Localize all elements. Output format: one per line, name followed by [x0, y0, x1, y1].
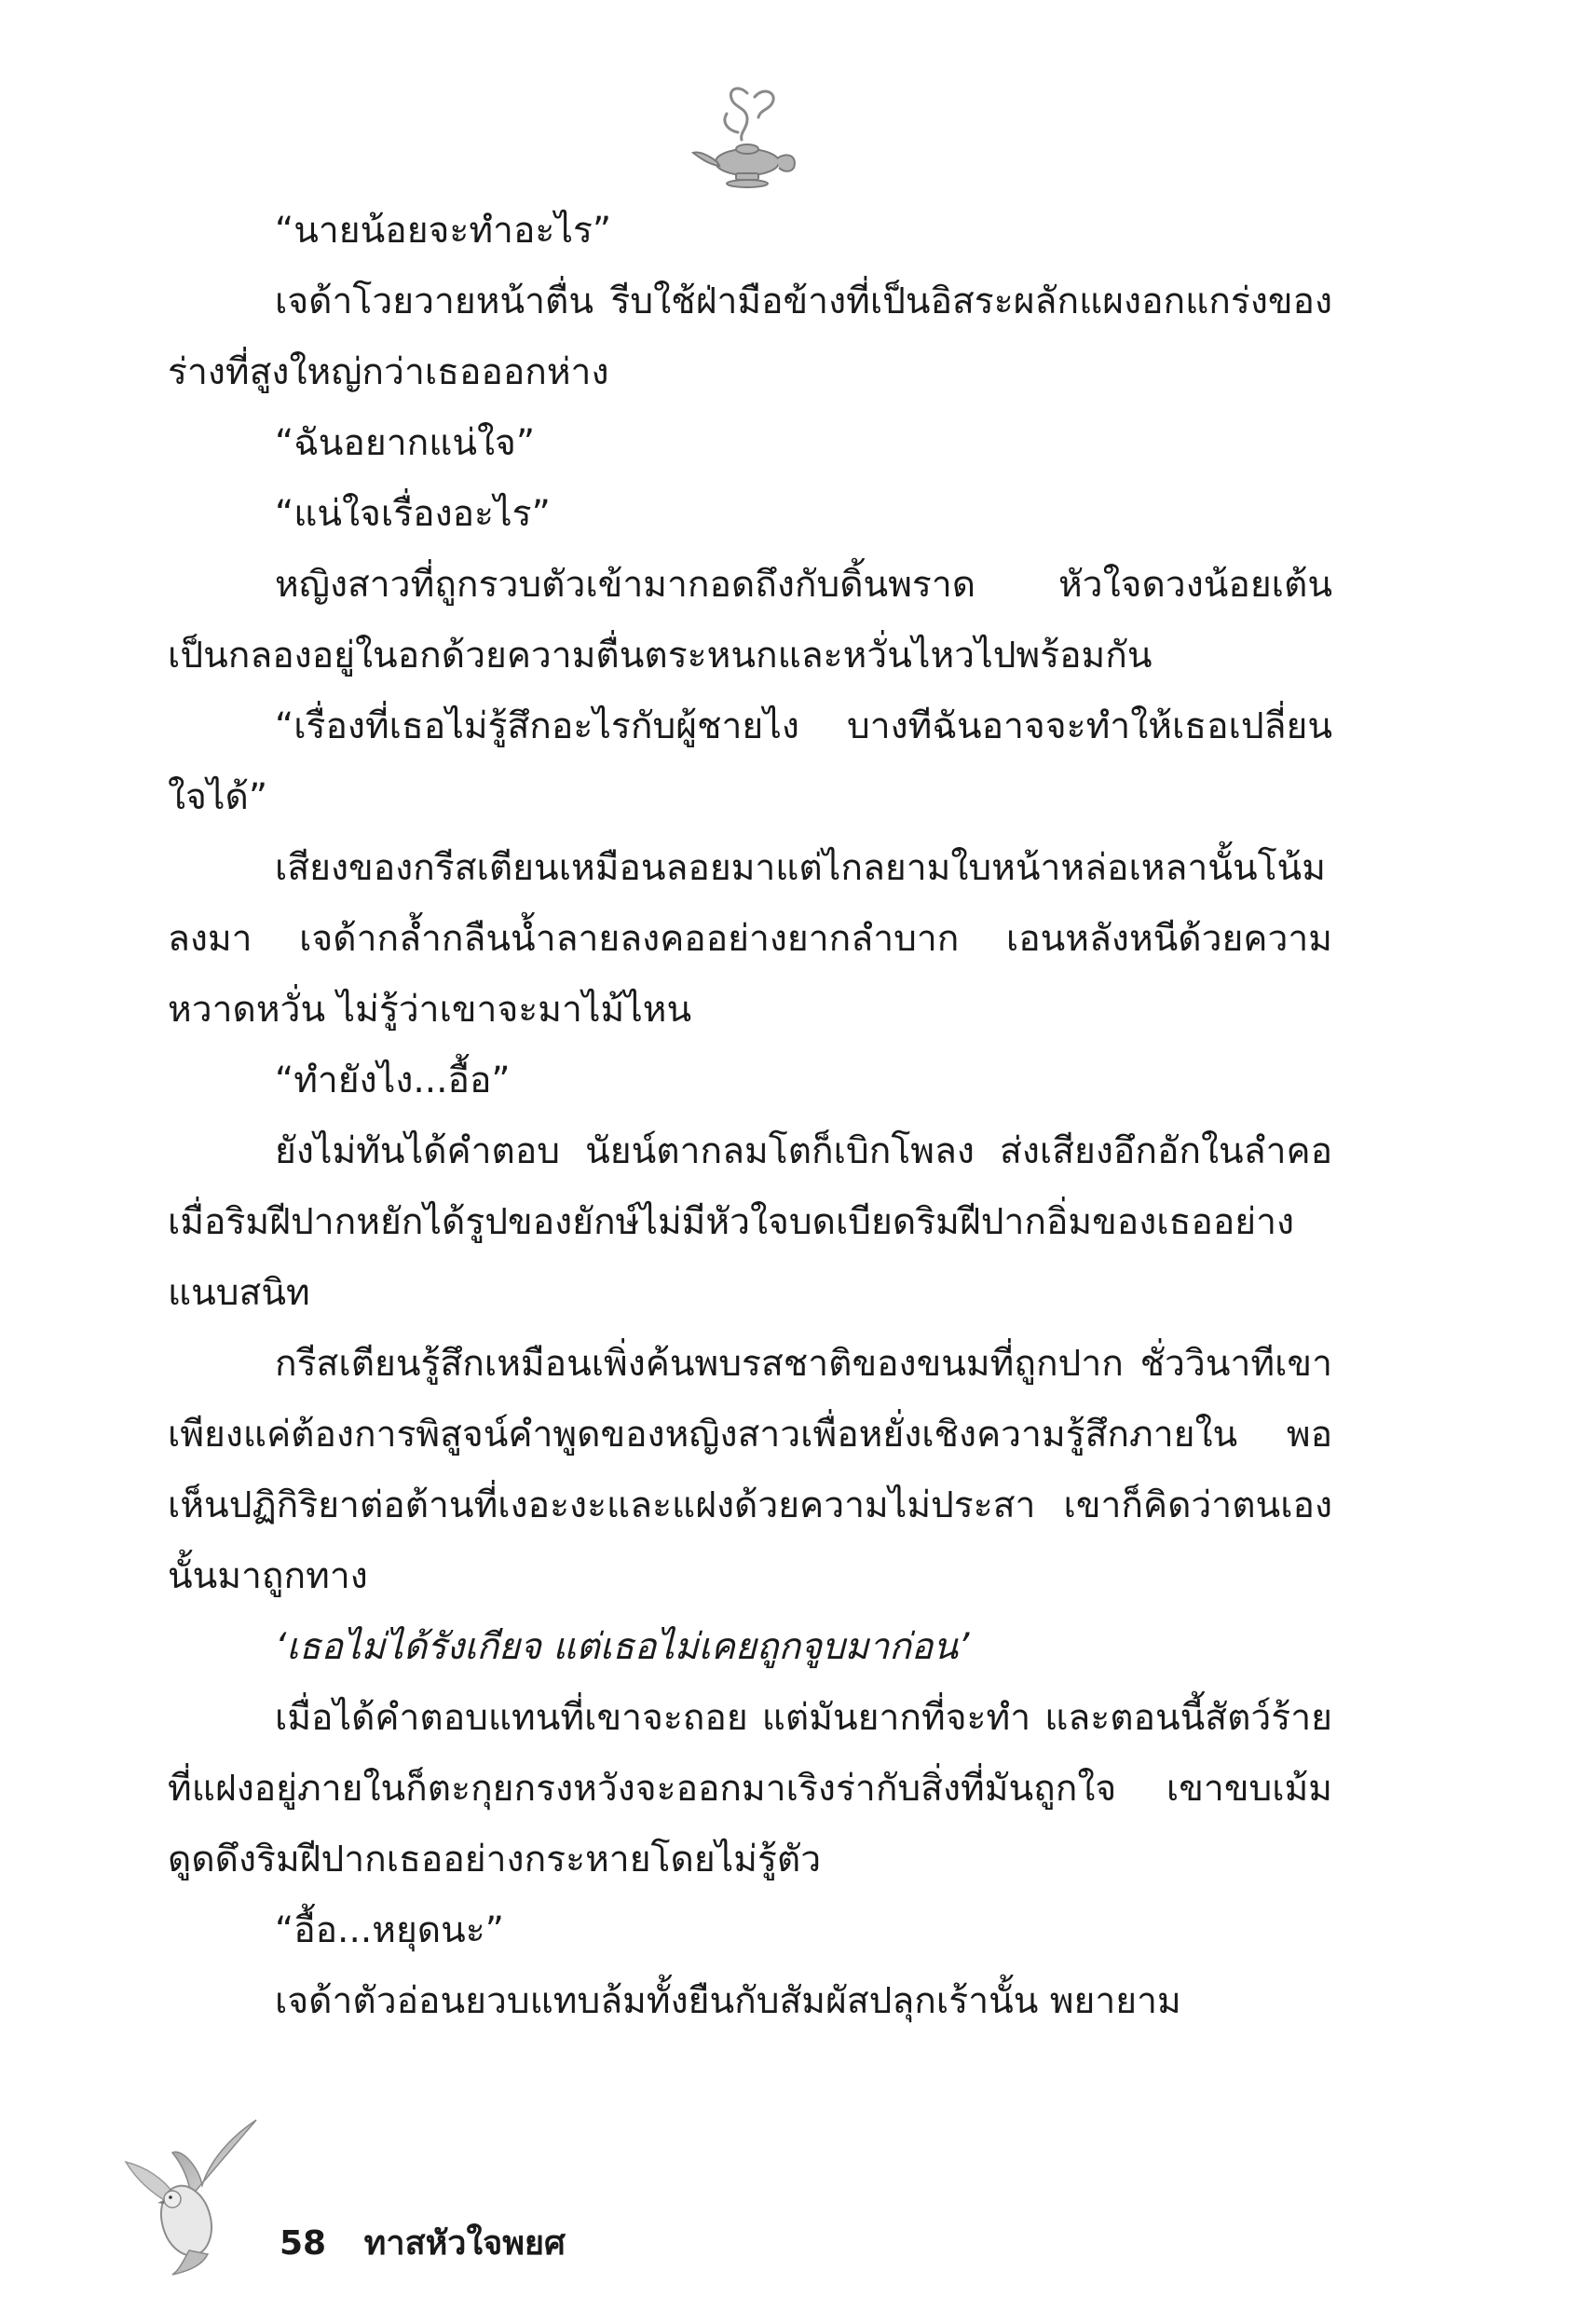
paragraph-11-italic-thought: ‘เธอไม่ได้รังเกียจ แต่เธอไม่เคยถูกจูบมาก่อน’	[275, 1626, 970, 1668]
paragraph-3: “ฉันอยากแน่ใจ”	[275, 422, 536, 464]
page-footer	[280, 2216, 566, 2269]
paragraph-2: เจด้าโวยวายหน้าตื่น รีบใช้ฝ่ามือข้างที่เป็นอิสระผลักแผงอกแกร่งของร่างที่สูงใหญ่กว่าเธอออกห่าง	[168, 280, 1332, 393]
book-title: ทาสหัวใจพยศ	[363, 2224, 566, 2263]
genie-lamp-icon	[689, 76, 806, 193]
page-number: 58	[280, 2224, 327, 2263]
paragraph-8: “ทำยังไง...อื้อ”	[275, 1060, 511, 1101]
paragraph-13: “อื้อ...หยุดนะ”	[275, 1909, 504, 1951]
dove-icon	[116, 2111, 266, 2278]
body-text	[168, 196, 1332, 2037]
paragraph-5: หญิงสาวที่ถูกรวบตัวเข้ามากอดถึงกับดิ้นพราด หัวใจดวงน้อยเต้นเป็นกลองอยู่ในอกด้วยความตื่นตระหนกและหวั่นไหวไปพร้อมกัน	[168, 564, 1332, 677]
paragraph-12: เมื่อได้คำตอบแทนที่เขาจะถอย แต่มันยากที่จะทำ และตอนนี้สัตว์ร้ายที่แฝงอยู่ภายในก็ตะกุยกรงหวังจะออกมาเริงร่ากับสิ่งที่มันถูกใจ เขาขบเม้มดูดดึงริมฝีปากเธออย่างกระหายโดยไม่รู้ตัว	[168, 1697, 1332, 1880]
paragraph-1: “นายน้อยจะทำอะไร”	[275, 210, 612, 252]
paragraph-10: กรีสเตียนรู้สึกเหมือนเพิ่งค้นพบรสชาติของขนมที่ถูกปาก ชั่ววินาทีเขาเพียงแค่ต้องการพิสูจน์คำพูดของหญิงสาวเพื่อหยั่งเชิงความรู้สึกภายใน พอเห็นปฏิกิริยาต่อต้านที่เงอะงะและแฝงด้วยความไม่ประสา เขาก็คิดว่าตนเองนั้นมาถูกทาง	[168, 1343, 1332, 1597]
paragraph-4: “แน่ใจเรื่องอะไร”	[275, 493, 551, 535]
paragraph-9: ยังไม่ทันได้คำตอบ นัยน์ตากลมโตก็เบิกโพลง ส่งเสียงอึกอักในลำคอเมื่อริมฝีปากหยักได้รูปของยักษ์ไม่มีหัวใจบดเบียดริมฝีปากอิ่มของเธออย่างแนบสนิท	[168, 1130, 1332, 1314]
paragraph-14: เจด้าตัวอ่อนยวบแทบล้มทั้งยืนกับสัมผัสปลุกเร้านั้น พยายาม	[275, 1980, 1181, 2022]
paragraph-6: “เรื่องที่เธอไม่รู้สึกอะไรกับผู้ชายไง บางทีฉันอาจจะทำให้เธอเปลี่ยนใจได้”	[168, 705, 1332, 818]
paragraph-7: เสียงของกรีสเตียนเหมือนลอยมาแต่ไกลยามใบหน้าหล่อเหลานั้นโน้มลงมา เจด้ากล้ำกลืนน้ำลายลงคออย่างยากลำบาก เอนหลังหนีด้วยความหวาดหวั่น ไม่รู้ว่าเขาจะมาไม้ไหน	[168, 847, 1332, 1031]
